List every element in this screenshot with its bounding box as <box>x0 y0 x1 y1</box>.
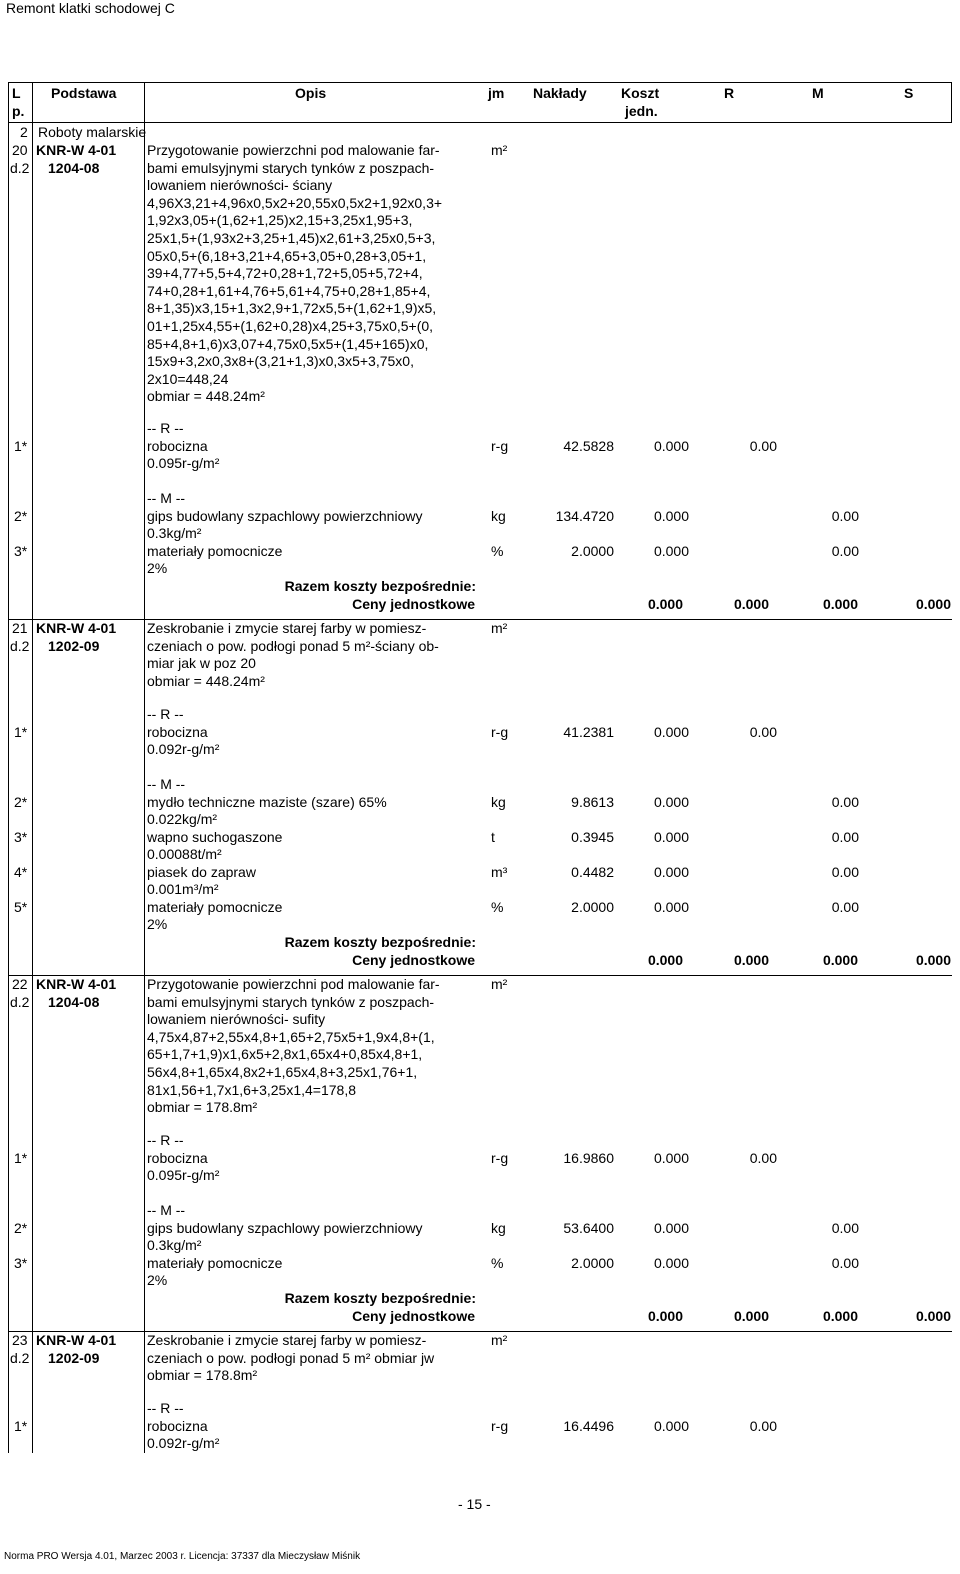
resource-name: gips budowlany szpachlowy powierzchniowy <box>147 507 423 524</box>
resource-material-value: 0.00 <box>831 793 859 810</box>
resource-norm: 0.001m³/m² <box>147 881 219 898</box>
resource-material-value: 0.00 <box>831 898 859 915</box>
position-number: 22 <box>12 976 28 992</box>
resource-unit-price: 0.000 <box>653 898 689 915</box>
material-group-heading: -- M -- <box>147 490 186 506</box>
header-lp-l: L <box>12 85 21 101</box>
position-unit: m² <box>491 1332 508 1348</box>
total-unit-cost: 0.000 <box>647 951 683 968</box>
col-divider-podstawa <box>144 82 145 1453</box>
unit-prices-label: Ceny jednostkowe <box>352 595 475 612</box>
resource-index: 3* <box>14 542 28 559</box>
total-equipment: 0.000 <box>915 951 951 968</box>
header-s: S <box>904 85 914 101</box>
resource-material-value: 0.00 <box>831 828 859 845</box>
resource-name: robocizna <box>147 1417 208 1434</box>
document-title: Remont klatki schodowej C <box>6 0 175 16</box>
resource-name: robocizna <box>147 437 208 454</box>
position-unit: m² <box>491 142 508 158</box>
total-labor: 0.000 <box>733 595 769 612</box>
labor-group-heading: -- R -- <box>147 420 184 436</box>
page-number: - 15 - <box>458 1496 491 1512</box>
resource-norm: 0.00088t/m² <box>147 846 222 863</box>
position-description-line: 56x4,8+1,65x4,8x2+1,65x4,8+3,25x1,76+1, <box>147 1064 418 1080</box>
resource-index: 1* <box>14 437 28 454</box>
resource-unit: r-g <box>491 437 509 454</box>
resource-unit: % <box>491 542 504 559</box>
header-bottom-border <box>8 122 952 123</box>
position-description-line: 74+0,28+1,61+4,76+5,61+4,75+0,28+1,85+4, <box>147 282 431 299</box>
total-unit-cost: 0.000 <box>647 595 683 612</box>
resource-quantity: 0.4482 <box>571 863 614 880</box>
position-number-sub: d.2 <box>10 1349 30 1366</box>
total-material: 0.000 <box>822 1307 858 1324</box>
resource-name: robocizna <box>147 1149 208 1166</box>
resource-labor-value: 0.00 <box>749 1149 777 1166</box>
material-group-heading: -- M -- <box>147 1202 186 1218</box>
resource-unit-price: 0.000 <box>653 1149 689 1166</box>
resource-index: 1* <box>14 723 28 740</box>
table-left-border <box>8 82 9 1453</box>
header-r: R <box>724 85 735 101</box>
col-divider-lp <box>32 82 33 1453</box>
resource-index: 1* <box>14 1149 28 1166</box>
position-description-line: czeniach o pow. podłogi ponad 5 m²-ściany ob- <box>147 637 439 654</box>
position-number: 20 <box>12 142 28 158</box>
position-description-line: 05x0,5+(6,18+3,21+4,65+3,05+0,28+3,05+1, <box>147 247 427 264</box>
resource-unit: kg <box>491 507 506 524</box>
position-description-line: 65+1,7+1,9)x1,6x5+2,8x1,65x4+0,85x4,8+1, <box>147 1046 423 1063</box>
resource-norm: 0.095r-g/m² <box>147 1167 220 1184</box>
resource-quantity: 0.3945 <box>571 828 614 845</box>
total-material: 0.000 <box>822 595 858 612</box>
resource-quantity: 16.4496 <box>563 1417 614 1434</box>
resource-name: materiały pomocnicze <box>147 898 283 915</box>
position-description-line: 15x9+3,2x0,3x8+(3,21+1,3)x0,3x5+3,75x0, <box>147 353 414 370</box>
header-jm: jm <box>488 85 505 101</box>
resource-name: gips budowlany szpachlowy powierzchniowy <box>147 1219 423 1236</box>
resource-quantity: 16.9860 <box>563 1149 614 1166</box>
position-description-line: Przygotowanie powierzchni pod malowanie far- <box>147 976 440 992</box>
position-basis-catalog: KNR-W 4-01 <box>36 142 117 158</box>
table-top-border <box>8 82 952 83</box>
resource-name: materiały pomocnicze <box>147 542 283 559</box>
material-group-heading: -- M -- <box>147 776 186 792</box>
unit-prices-label: Ceny jednostkowe <box>352 1307 475 1324</box>
position-description-line: miar jak w poz 20 <box>147 655 256 672</box>
position-number: 21 <box>12 620 28 636</box>
resource-unit-price: 0.000 <box>653 1417 689 1434</box>
resource-unit-price: 0.000 <box>653 437 689 454</box>
header-podstawa: Podstawa <box>51 85 117 101</box>
position-description-line: obmiar = 448.24m² <box>147 388 265 405</box>
resource-name: robocizna <box>147 723 208 740</box>
resource-unit-price: 0.000 <box>653 793 689 810</box>
position-description-line: 39+4,77+5,5+4,72+0,28+1,72+5,05+5,72+4, <box>147 265 423 282</box>
resource-unit: % <box>491 898 504 915</box>
header-opis: Opis <box>295 85 327 101</box>
total-equipment: 0.000 <box>915 1307 951 1324</box>
resource-unit: r-g <box>491 1149 509 1166</box>
position-unit: m² <box>491 620 508 636</box>
header-koszt-jedn: jedn. <box>625 103 658 119</box>
resource-index: 3* <box>14 1254 28 1271</box>
header-koszt: Koszt <box>621 85 660 101</box>
resource-unit: m³ <box>491 863 508 880</box>
resource-name: materiały pomocnicze <box>147 1254 283 1271</box>
resource-unit-price: 0.000 <box>653 1219 689 1236</box>
resource-norm: 2% <box>147 1272 168 1289</box>
resource-unit-price: 0.000 <box>653 542 689 559</box>
position-description-line: Przygotowanie powierzchni pod malowanie far- <box>147 142 440 158</box>
resource-quantity: 2.0000 <box>571 542 614 559</box>
position-description-line: obmiar = 448.24m² <box>147 672 265 689</box>
resource-index: 4* <box>14 863 28 880</box>
resource-quantity: 42.5828 <box>563 437 614 454</box>
position-description-line: 2x10=448,24 <box>147 370 229 387</box>
position-description-line: bami emulsyjnymi starych tynków z poszpach- <box>147 159 435 176</box>
direct-costs-label: Razem koszty bezpośrednie: <box>284 1290 476 1306</box>
position-number-sub: d.2 <box>10 637 30 654</box>
position-number: 23 <box>12 1332 28 1348</box>
resource-unit: t <box>491 828 495 845</box>
direct-costs-label: Razem koszty bezpośrednie: <box>284 934 476 950</box>
position-description-line: 1,92x3,05+(1,62+1,25)x2,15+3,25x1,95+3, <box>147 212 413 229</box>
resource-index: 3* <box>14 828 28 845</box>
resource-name: wapno suchogaszone <box>147 828 283 845</box>
resource-unit: kg <box>491 1219 506 1236</box>
resource-material-value: 0.00 <box>831 863 859 880</box>
total-unit-cost: 0.000 <box>647 1307 683 1324</box>
position-description-line: Zeskrobanie i zmycie starej farby w pomiesz- <box>147 1332 427 1348</box>
position-number-sub: d.2 <box>10 159 30 176</box>
position-description-line: 4,96X3,21+4,96x0,5x2+20,55x0,5x2+1,92x0,3+ <box>147 194 443 211</box>
resource-quantity: 9.8613 <box>571 793 614 810</box>
position-unit: m² <box>491 976 508 992</box>
resource-unit: kg <box>491 793 506 810</box>
resource-index: 1* <box>14 1417 28 1434</box>
resource-norm: 0.3kg/m² <box>147 525 202 542</box>
position-basis-code: 1204-08 <box>48 159 100 176</box>
resource-unit: % <box>491 1254 504 1271</box>
resource-norm: 0.022kg/m² <box>147 811 218 828</box>
resource-quantity: 2.0000 <box>571 1254 614 1271</box>
position-description-line: 81x1,56+1,7x1,6+3,25x1,4=178,8 <box>147 1081 357 1098</box>
position-description-line: Zeskrobanie i zmycie starej farby w pomiesz- <box>147 620 427 636</box>
resource-norm: 0.095r-g/m² <box>147 455 220 472</box>
section-name: Roboty malarskie <box>38 124 147 140</box>
resource-unit: r-g <box>491 723 509 740</box>
cost-estimate-table <box>8 82 952 1453</box>
resource-index: 2* <box>14 793 28 810</box>
resource-unit-price: 0.000 <box>653 1254 689 1271</box>
section-number: 2 <box>20 124 28 140</box>
unit-prices-label: Ceny jednostkowe <box>352 951 475 968</box>
resource-quantity: 41.2381 <box>563 723 614 740</box>
resource-material-value: 0.00 <box>831 1254 859 1271</box>
position-basis-code: 1204-08 <box>48 993 100 1010</box>
labor-group-heading: -- R -- <box>147 1132 184 1148</box>
resource-norm: 0.3kg/m² <box>147 1237 202 1254</box>
position-description-line: lowaniem nierówności- ściany <box>147 177 333 194</box>
position-description-line: lowaniem nierówności- sufity <box>147 1011 326 1028</box>
position-basis-catalog: KNR-W 4-01 <box>36 976 117 992</box>
position-description-line: czeniach o pow. podłogi ponad 5 m² obmiar jw <box>147 1349 435 1366</box>
position-basis-catalog: KNR-W 4-01 <box>36 620 117 636</box>
resource-material-value: 0.00 <box>831 507 859 524</box>
header-lp-p: p. <box>12 103 25 119</box>
resource-name: piasek do zapraw <box>147 863 256 880</box>
position-description-line: bami emulsyjnymi starych tynków z poszpach- <box>147 993 435 1010</box>
labor-group-heading: -- R -- <box>147 706 184 722</box>
resource-labor-value: 0.00 <box>749 437 777 454</box>
labor-group-heading: -- R -- <box>147 1400 184 1416</box>
resource-material-value: 0.00 <box>831 542 859 559</box>
header-naklady: Nakłady <box>533 85 587 101</box>
resource-norm: 0.092r-g/m² <box>147 1435 220 1452</box>
resource-norm: 2% <box>147 916 168 933</box>
position-basis-catalog: KNR-W 4-01 <box>36 1332 117 1348</box>
resource-unit-price: 0.000 <box>653 507 689 524</box>
header-m: M <box>812 85 824 101</box>
resource-quantity: 53.6400 <box>563 1219 614 1236</box>
resource-norm: 0.092r-g/m² <box>147 741 220 758</box>
position-basis-code: 1202-09 <box>48 637 100 654</box>
total-material: 0.000 <box>822 951 858 968</box>
resource-unit: r-g <box>491 1417 509 1434</box>
total-labor: 0.000 <box>733 951 769 968</box>
resource-unit-price: 0.000 <box>653 863 689 880</box>
resource-index: 5* <box>14 898 28 915</box>
resource-index: 2* <box>14 507 28 524</box>
position-description-line: obmiar = 178.8m² <box>147 1367 258 1384</box>
direct-costs-label: Razem koszty bezpośrednie: <box>284 578 476 594</box>
position-description-line: 8+1,35)x3,15+1,3x2,9+1,72x5,5+(1,62+1,9)x5, <box>147 300 437 317</box>
position-description-line: 01+1,25x4,55+(1,62+0,28)x4,25+3,75x0,5+(0, <box>147 318 434 334</box>
resource-labor-value: 0.00 <box>749 1417 777 1434</box>
resource-quantity: 2.0000 <box>571 898 614 915</box>
position-description-line: obmiar = 178.8m² <box>147 1099 258 1116</box>
resource-quantity: 134.4720 <box>555 507 614 524</box>
position-description-line: 4,75x4,87+2,55x4,8+1,65+2,75x5+1,9x4,8+(1, <box>147 1028 435 1045</box>
total-labor: 0.000 <box>733 1307 769 1324</box>
resource-unit-price: 0.000 <box>653 828 689 845</box>
position-basis-code: 1202-09 <box>48 1349 100 1366</box>
footer-license: Norma PRO Wersja 4.01, Marzec 2003 r. Licencja: 37337 dla Mieczysław Miśnik <box>4 1551 361 1562</box>
col-divider-header-right <box>951 82 952 122</box>
resource-material-value: 0.00 <box>831 1219 859 1236</box>
position-description-line: 85+4,8+1,6)x3,07+4,75x0,5x5+(1,45+165)x0, <box>147 335 429 352</box>
resource-unit-price: 0.000 <box>653 723 689 740</box>
resource-labor-value: 0.00 <box>749 723 777 740</box>
total-equipment: 0.000 <box>915 595 951 612</box>
position-number-sub: d.2 <box>10 993 30 1010</box>
resource-name: mydło techniczne maziste (szare) 65% <box>147 793 387 810</box>
resource-index: 2* <box>14 1219 28 1236</box>
position-description-line: 25x1,5+(1,93x2+3,25+1,45)x2,61+3,25x0,5+3, <box>147 230 436 246</box>
resource-norm: 2% <box>147 560 168 577</box>
